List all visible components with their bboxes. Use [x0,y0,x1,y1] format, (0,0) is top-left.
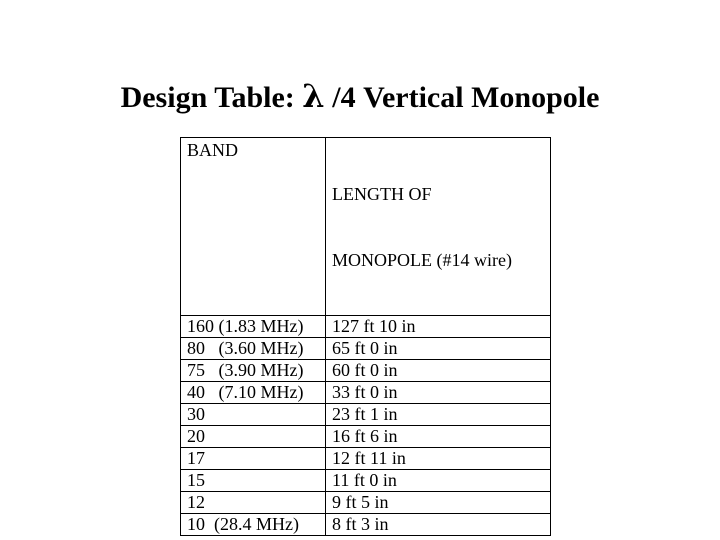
length-cell: 65 ft 0 in [326,338,551,360]
band-cell: 17 [181,448,326,470]
band-cell: 12 [181,492,326,514]
table-row [181,338,551,360]
band-cell: 30 [181,404,326,426]
length-header-line1: LENGTH OF [332,184,432,204]
table-row [181,360,551,382]
length-cell: 12 ft 11 in [326,448,551,470]
table-row [181,426,551,448]
band-cell: 75 (3.90 MHz) [181,360,326,382]
length-cell: 60 ft 0 in [326,360,551,382]
lambda-symbol: λ [302,77,325,115]
table-row [181,382,551,404]
slide-title [0,76,720,118]
length-cell: 33 ft 0 in [326,382,551,404]
band-column-header: BAND [181,138,326,316]
table-row [181,470,551,492]
design-table [180,137,551,536]
band-cell: 80 (3.60 MHz) [181,338,326,360]
table-header-row [181,138,551,316]
length-cell: 8 ft 3 in [326,514,551,536]
table-row [181,404,551,426]
title-prefix: Design Table: [120,81,303,114]
band-cell: 160 (1.83 MHz) [181,316,326,338]
length-cell: 9 ft 5 in [326,492,551,514]
table-row [181,514,551,536]
table-row [181,448,551,470]
length-header-line2: MONOPOLE (#14 wire) [332,250,512,270]
table-row [181,316,551,338]
table-row [181,492,551,514]
length-cell: 23 ft 1 in [326,404,551,426]
band-cell: 20 [181,426,326,448]
length-cell: 16 ft 6 in [326,426,551,448]
length-cell: 11 ft 0 in [326,470,551,492]
length-column-header [326,138,551,316]
title-suffix: /4 Vertical Monopole [324,81,600,114]
band-cell: 15 [181,470,326,492]
band-cell: 40 (7.10 MHz) [181,382,326,404]
band-cell: 10 (28.4 MHz) [181,514,326,536]
length-cell: 127 ft 10 in [326,316,551,338]
